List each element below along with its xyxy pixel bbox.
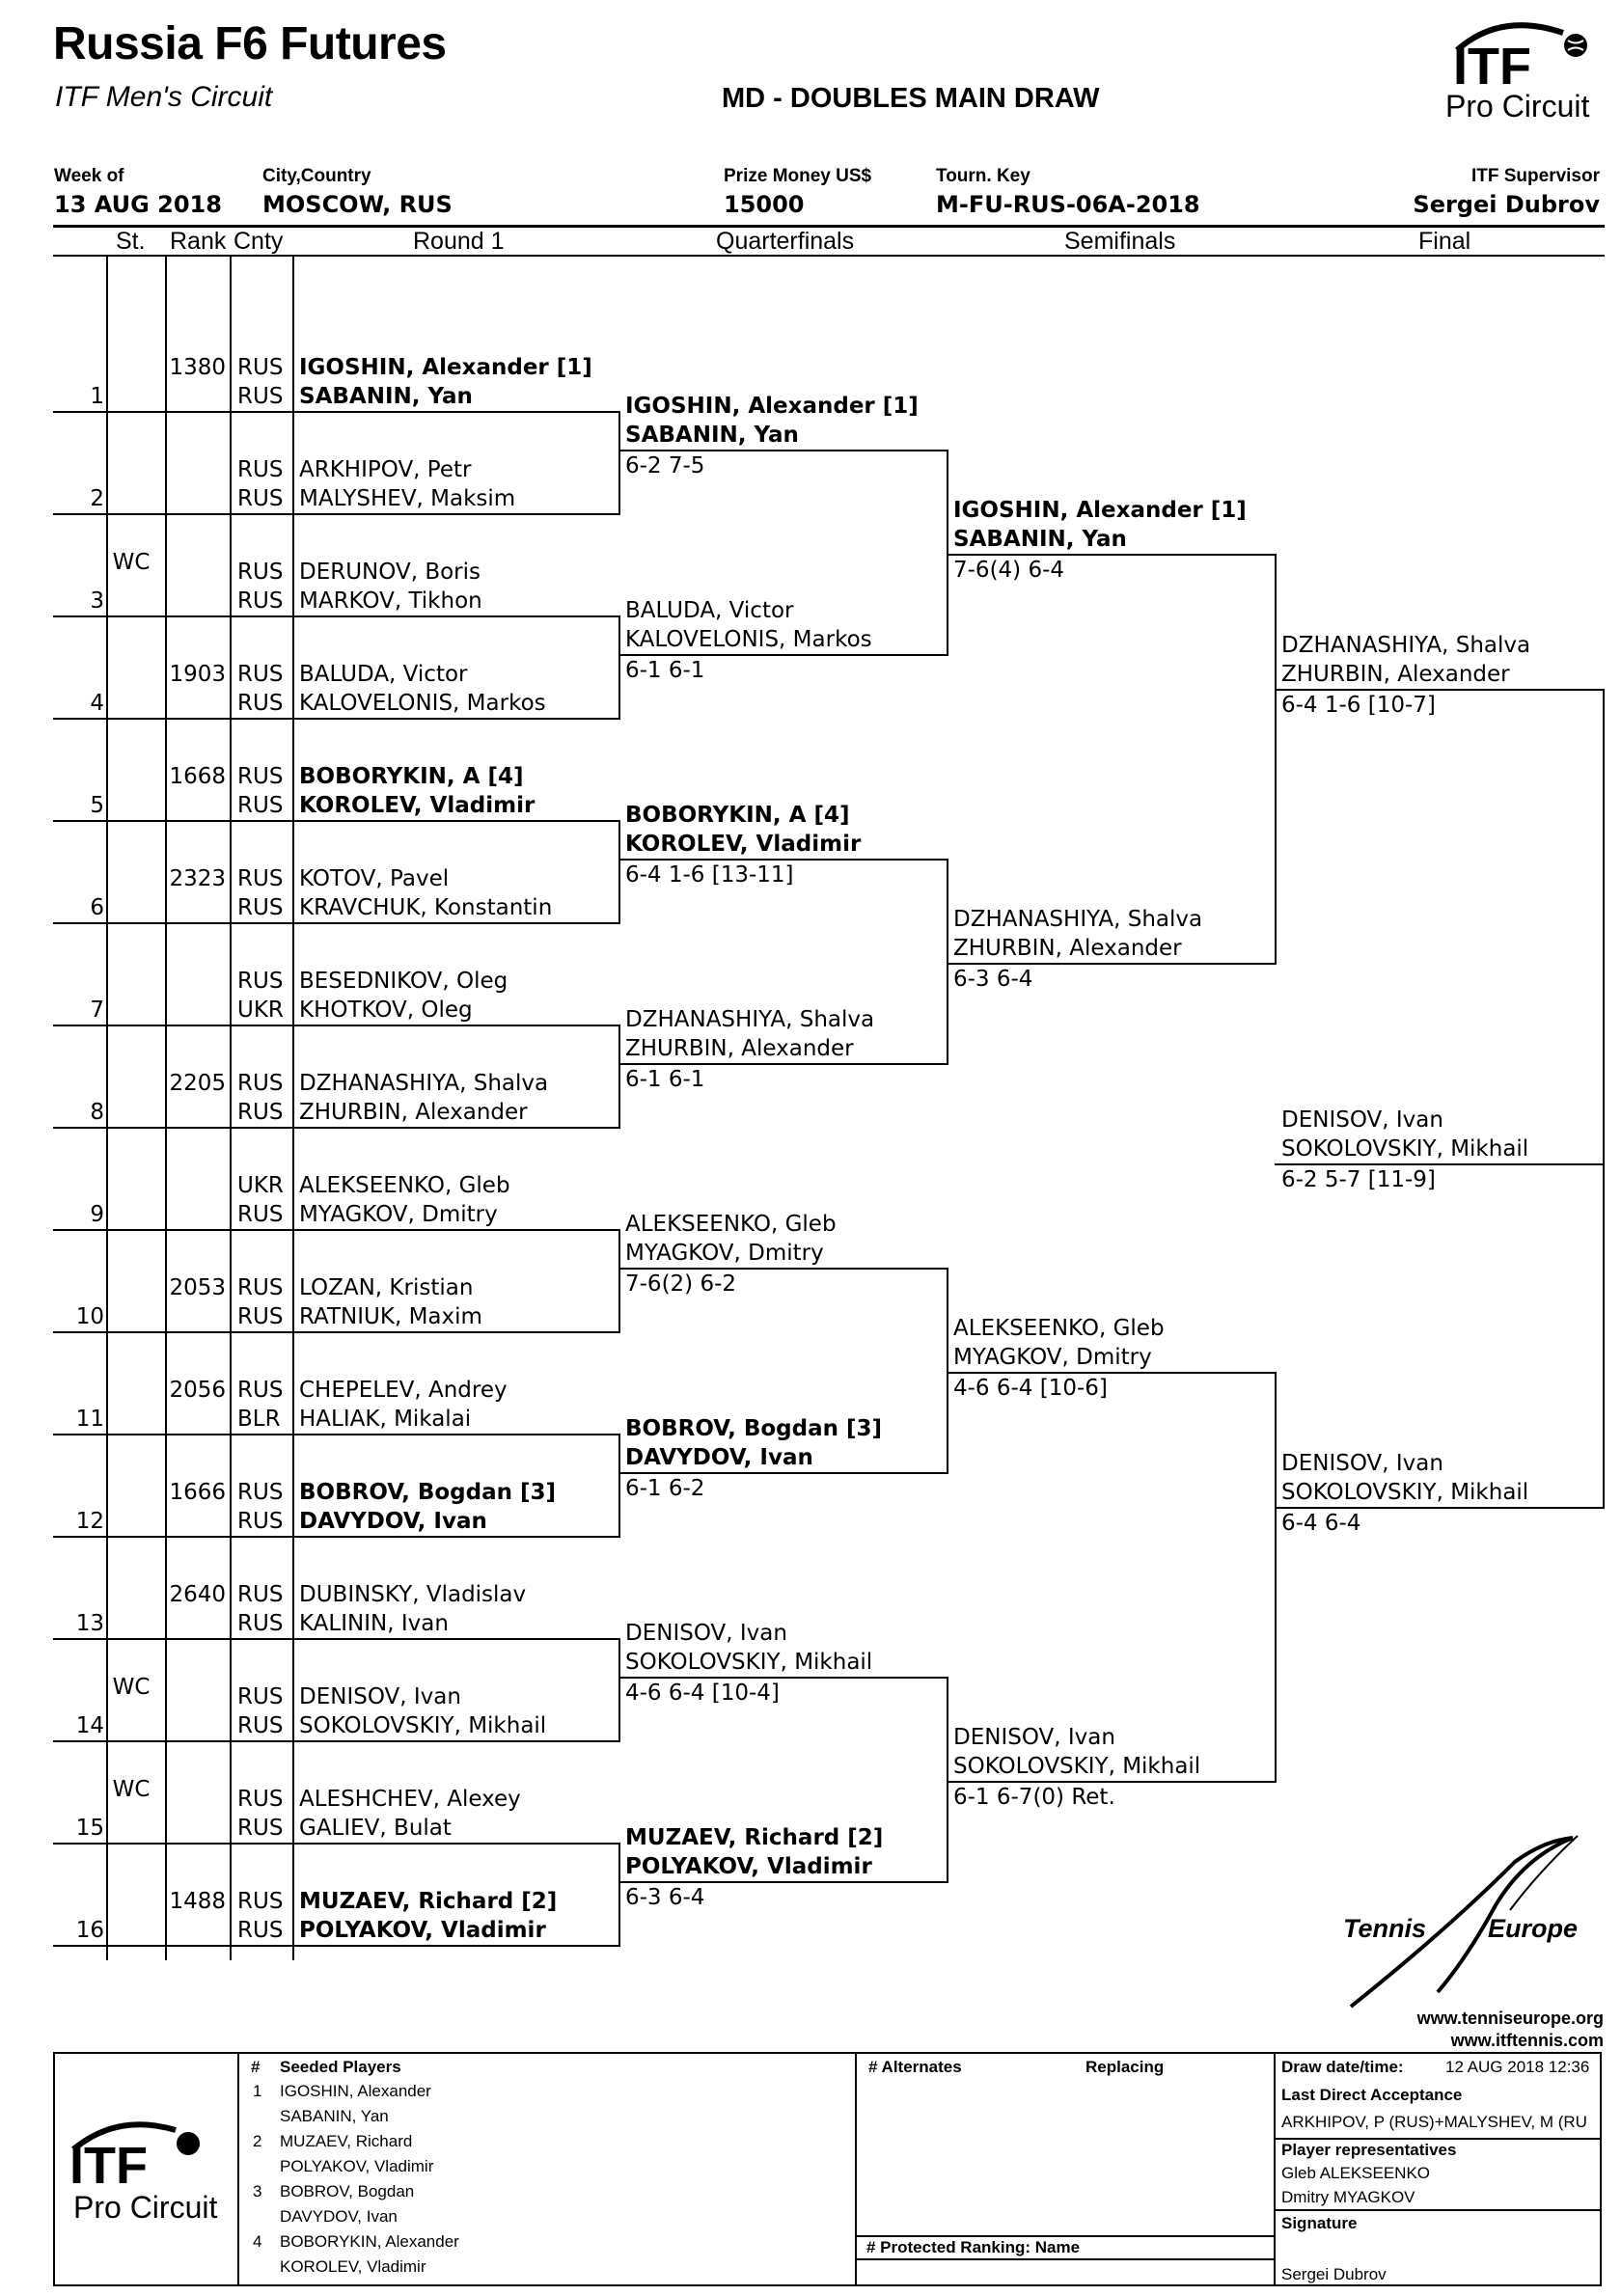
supervisor-value: Sergei Dubrov	[1413, 191, 1600, 218]
entry-rank: 2205	[169, 1071, 226, 1096]
seeded-hash: #	[251, 2058, 261, 2076]
entry-rank: 1488	[169, 1889, 226, 1914]
sf-line	[947, 963, 1277, 965]
seed-number: 2	[253, 2132, 262, 2150]
qf-player: SABANIN, Yan	[625, 423, 799, 448]
entry-country: RUS	[237, 457, 284, 482]
protected-ranking-header: # Protected Ranking: Name	[866, 2238, 1081, 2256]
qf-player: MUZAEV, Richard [2]	[625, 1825, 884, 1850]
entry-player: DZHANASHIYA, Shalva	[299, 1071, 549, 1096]
entry-player: ZHURBIN, Alexander	[299, 1100, 528, 1125]
seed-number: 1	[253, 2082, 262, 2100]
entry-line	[53, 820, 620, 822]
entry-country: RUS	[237, 1713, 284, 1738]
sf-player: IGOSHIN, Alexander [1]	[953, 498, 1247, 523]
sf-player: ZHURBIN, Alexander	[953, 936, 1182, 961]
round1-connector	[618, 1025, 620, 1129]
entry-number: 5	[90, 793, 104, 818]
col-rank: Rank	[170, 228, 227, 255]
entry-country: RUS	[237, 1202, 284, 1227]
final-player: SOKOLOVSKIY, Mikhail	[1281, 1480, 1529, 1505]
qf-line	[618, 1268, 948, 1270]
divider-rank	[165, 257, 167, 1960]
entry-player: SOKOLOVSKIY, Mikhail	[299, 1713, 547, 1738]
entry-country: RUS	[237, 691, 284, 716]
entry-status: WC	[112, 1675, 151, 1700]
winner-score: 6-2 5-7 [11-9]	[1281, 1167, 1436, 1192]
entry-country: RUS	[237, 1071, 284, 1096]
entry-player: HALIAK, Mikalai	[299, 1407, 472, 1432]
entry-line	[53, 1127, 620, 1129]
sf-player: SOKOLOVSKIY, Mikhail	[953, 1754, 1201, 1779]
qf-line	[618, 1063, 948, 1065]
seed-player: BOBROV, Bogdan	[280, 2182, 415, 2200]
qf-line	[618, 859, 948, 861]
final-line	[1275, 1507, 1605, 1509]
entry-country: RUS	[237, 969, 284, 994]
qf-connector	[947, 1268, 948, 1474]
itf-logo-text: ITF	[1453, 38, 1531, 96]
winner-player: SOKOLOVSKIY, Mikhail	[1281, 1136, 1529, 1162]
entry-country: RUS	[237, 1304, 284, 1329]
tennis-europe-right: Europe	[1488, 1914, 1579, 1943]
entry-line	[53, 411, 620, 413]
entry-country: RUS	[237, 1889, 284, 1914]
entry-country: RUS	[237, 1509, 284, 1534]
entry-line	[53, 1536, 620, 1538]
footer-protected-rule	[855, 2235, 1276, 2237]
entry-player: ALESHCHEV, Alexey	[299, 1787, 521, 1812]
divider-names	[292, 257, 294, 1960]
qf-player: DAVYDOV, Ivan	[625, 1445, 813, 1470]
qf-line	[618, 1881, 948, 1883]
entry-player: BESEDNIKOV, Oleg	[299, 969, 508, 994]
entry-player: DENISOV, Ivan	[299, 1684, 461, 1709]
seed-player: SABANIN, Yan	[280, 2107, 389, 2125]
entry-number: 13	[75, 1611, 104, 1636]
entry-rank: 2053	[169, 1275, 226, 1300]
entry-country: RUS	[237, 384, 284, 409]
entry-country: RUS	[237, 764, 284, 789]
footer-protected-rule-2	[855, 2258, 1276, 2260]
entry-line	[53, 1843, 620, 1845]
entry-country: RUS	[237, 793, 284, 818]
round1-connector	[618, 411, 620, 515]
col-quarterfinals: Quarterfinals	[716, 228, 855, 255]
round1-connector	[618, 1229, 620, 1333]
final-connector	[1603, 689, 1605, 1509]
qf-player: KOROLEV, Vladimir	[625, 832, 862, 857]
entry-player: BALUDA, Victor	[299, 662, 468, 687]
qf-score: 4-6 6-4 [10-4]	[625, 1681, 780, 1706]
round1-connector	[618, 820, 620, 924]
entry-player: MYAGKOV, Dmitry	[299, 1202, 498, 1227]
entry-player: ARKHIPOV, Petr	[299, 457, 472, 482]
seed-player: IGOSHIN, Alexander	[280, 2082, 431, 2100]
tournament-title: Russia F6 Futures	[53, 18, 447, 69]
divider-cnty	[230, 257, 232, 1960]
sf-score: 6-3 6-4	[953, 967, 1033, 992]
footer-lda-rule	[1274, 2138, 1602, 2140]
round1-connector	[618, 1638, 620, 1742]
entry-line	[53, 1945, 620, 1947]
entry-number: 15	[75, 1816, 104, 1841]
qf-player: IGOSHIN, Alexander [1]	[625, 394, 919, 419]
entry-number: 8	[90, 1100, 104, 1125]
entry-number: 10	[75, 1304, 104, 1329]
entry-country: RUS	[237, 662, 284, 687]
qf-line	[618, 450, 948, 451]
url-tenniseurope[interactable]: www.tenniseurope.org	[1416, 2009, 1604, 2028]
entry-number: 1	[90, 384, 104, 409]
entry-player: RATNIUK, Maxim	[299, 1304, 482, 1329]
entry-number: 6	[90, 895, 104, 920]
entry-player: DUBINSKY, Vladislav	[299, 1582, 527, 1607]
entry-country: RUS	[237, 1787, 284, 1812]
col-final: Final	[1418, 228, 1471, 255]
entry-number: 11	[75, 1407, 104, 1432]
entry-player: BOBORYKIN, A [4]	[299, 764, 524, 789]
entry-player: SABANIN, Yan	[299, 384, 473, 409]
seed-player: MUZAEV, Richard	[280, 2132, 413, 2150]
qf-line	[618, 654, 948, 656]
entry-player: GALIEV, Bulat	[299, 1816, 452, 1841]
entry-country: RUS	[237, 895, 284, 920]
seed-player: DAVYDOV, Ivan	[280, 2207, 398, 2226]
entry-player: LOZAN, Kristian	[299, 1275, 474, 1300]
qf-score: 6-2 7-5	[625, 453, 705, 478]
final-player: DENISOV, Ivan	[1281, 1451, 1443, 1476]
final-score: 6-4 6-4	[1281, 1511, 1361, 1536]
entry-player: POLYAKOV, Vladimir	[299, 1918, 546, 1943]
entry-country: RUS	[237, 588, 284, 614]
final-player: ZHURBIN, Alexander	[1281, 662, 1510, 687]
qf-player: BALUDA, Victor	[625, 598, 794, 623]
entry-player: MARKOV, Tikhon	[299, 588, 482, 614]
sf-player: ALEKSEENKO, Gleb	[953, 1316, 1165, 1341]
qf-line	[618, 1472, 948, 1474]
entry-number: 2	[90, 486, 104, 511]
signature-label: Signature	[1281, 2214, 1358, 2232]
col-st: St.	[116, 228, 146, 255]
entry-line	[53, 1638, 620, 1640]
entry-country: RUS	[237, 1582, 284, 1607]
entry-country: RUS	[237, 1684, 284, 1709]
entry-number: 16	[75, 1918, 104, 1943]
entry-player: MUZAEV, Richard [2]	[299, 1889, 558, 1914]
seed-player: BOBORYKIN, Alexander	[280, 2232, 459, 2251]
draw-date-value: 12 AUG 2018 12:36	[1445, 2058, 1590, 2076]
round1-connector	[618, 615, 620, 720]
col-cnty: Cnty	[234, 228, 284, 255]
col-semifinals: Semifinals	[1064, 228, 1176, 255]
entry-player: KOTOV, Pavel	[299, 866, 450, 891]
entry-player: DAVYDOV, Ivan	[299, 1509, 487, 1534]
qf-score: 6-4 1-6 [13-11]	[625, 862, 794, 888]
supervisor-label: ITF Supervisor	[1470, 166, 1600, 186]
entry-player: DERUNOV, Boris	[299, 560, 481, 585]
entry-line	[53, 1331, 620, 1333]
entry-rank: 2640	[169, 1582, 226, 1607]
qf-player: DZHANASHIYA, Shalva	[625, 1007, 875, 1032]
sf-connector	[1275, 1372, 1277, 1783]
entry-status: WC	[112, 1777, 151, 1802]
prize-value: 15000	[724, 191, 805, 218]
sf-line	[947, 554, 1277, 556]
qf-player: POLYAKOV, Vladimir	[625, 1854, 872, 1879]
entry-country: RUS	[237, 866, 284, 891]
reps-label: Player representatives	[1281, 2141, 1457, 2159]
entry-rank: 2056	[169, 1378, 226, 1403]
entry-country: RUS	[237, 1816, 284, 1841]
entry-player: KRAVCHUK, Konstantin	[299, 895, 553, 920]
seed-number: 4	[253, 2232, 262, 2251]
entry-line	[53, 718, 620, 720]
entry-line	[53, 513, 620, 515]
entry-number: 14	[75, 1713, 104, 1738]
entry-country: RUS	[237, 1275, 284, 1300]
entry-rank: 2323	[169, 866, 226, 891]
footer-reps-rule	[1274, 2209, 1602, 2211]
entry-player: MALYSHEV, Maksim	[299, 486, 516, 511]
entry-status: WC	[112, 550, 151, 575]
seed-player: POLYAKOV, Vladimir	[280, 2157, 434, 2175]
entry-line	[53, 922, 620, 924]
itf-logo-sub: Pro Circuit	[1445, 89, 1590, 123]
seeded-header: Seeded Players	[280, 2058, 401, 2076]
sf-player: SABANIN, Yan	[953, 527, 1127, 552]
entry-player: CHEPELEV, Andrey	[299, 1378, 508, 1403]
entry-player: KALOVELONIS, Markos	[299, 691, 546, 716]
entry-player: KHOTKOV, Oleg	[299, 998, 473, 1023]
entry-country: RUS	[237, 1611, 284, 1636]
rep-2: Dmitry MYAGKOV	[1281, 2188, 1415, 2206]
week-label: Week of	[54, 166, 124, 186]
winner-line	[1275, 1163, 1605, 1165]
qf-player: ALEKSEENKO, Gleb	[625, 1212, 837, 1237]
rep-1: Gleb ALEKSEENKO	[1281, 2164, 1431, 2182]
entry-country: RUS	[237, 1918, 284, 1943]
entry-player: KALININ, Ivan	[299, 1611, 449, 1636]
tennis-europe-logo	[1332, 1833, 1611, 2016]
city-value: MOSCOW, RUS	[262, 191, 453, 218]
entry-country: UKR	[237, 1173, 284, 1198]
entry-rank: 1380	[169, 355, 226, 380]
qf-player: BOBORYKIN, A [4]	[625, 803, 850, 828]
entry-number: 3	[90, 588, 104, 614]
alternates-header: # Alternates	[868, 2058, 962, 2076]
entry-country: RUS	[237, 486, 284, 511]
final-line	[1275, 689, 1605, 691]
city-label: City,Country	[262, 166, 371, 186]
circuit-name: ITF Men's Circuit	[55, 81, 273, 113]
entry-country: BLR	[237, 1407, 281, 1432]
entry-line	[53, 1740, 620, 1742]
winner-player: DENISOV, Ivan	[1281, 1107, 1443, 1133]
footer-divider-2	[855, 2052, 857, 2286]
footer-itf-sub: Pro Circuit	[73, 2190, 218, 2225]
seed-player: KOROLEV, Vladimir	[280, 2257, 426, 2276]
qf-line	[618, 1677, 948, 1679]
entry-number: 4	[90, 691, 104, 716]
entry-line	[53, 615, 620, 617]
footer-itf-logo	[60, 2113, 234, 2228]
entry-rank: 1666	[169, 1480, 226, 1505]
qf-player: SOKOLOVSKIY, Mikhail	[625, 1650, 873, 1675]
entry-line	[53, 1434, 620, 1435]
sf-score: 6-1 6-7(0) Ret.	[953, 1785, 1115, 1810]
itf-logo	[1428, 14, 1602, 124]
sf-player: DENISOV, Ivan	[953, 1725, 1115, 1750]
entry-country: RUS	[237, 560, 284, 585]
qf-score: 6-1 6-1	[625, 658, 705, 683]
qf-score: 6-3 6-4	[625, 1885, 705, 1910]
round1-connector	[618, 1434, 620, 1538]
entry-country: UKR	[237, 998, 284, 1023]
tourn-key-label: Tourn. Key	[936, 166, 1030, 186]
qf-player: MYAGKOV, Dmitry	[625, 1241, 824, 1266]
tennis-europe-left: Tennis	[1343, 1914, 1427, 1943]
qf-score: 6-1 6-1	[625, 1067, 705, 1092]
signature-value: Sergei Dubrov	[1281, 2265, 1387, 2283]
divider-st	[106, 257, 108, 1960]
entry-line	[53, 1229, 620, 1231]
entry-number: 9	[90, 1202, 104, 1227]
entry-country: RUS	[237, 355, 284, 380]
week-value: 13 AUG 2018	[54, 191, 222, 218]
sf-player: DZHANASHIYA, Shalva	[953, 907, 1203, 932]
sf-line	[947, 1372, 1277, 1374]
qf-score: 6-1 6-2	[625, 1476, 705, 1501]
sf-connector	[1275, 554, 1277, 965]
col-round1: Round 1	[413, 228, 505, 255]
final-player: DZHANASHIYA, Shalva	[1281, 633, 1531, 658]
entry-number: 12	[75, 1509, 104, 1534]
entry-player: ALEKSEENKO, Gleb	[299, 1173, 510, 1198]
footer-divider-1	[237, 2052, 239, 2286]
entry-country: RUS	[237, 1100, 284, 1125]
entry-player: KOROLEV, Vladimir	[299, 793, 536, 818]
entry-player: BOBROV, Bogdan [3]	[299, 1480, 557, 1505]
final-score: 6-4 1-6 [10-7]	[1281, 693, 1436, 718]
tourn-key-value: M-FU-RUS-06A-2018	[936, 191, 1200, 218]
entry-country: RUS	[237, 1378, 284, 1403]
lda-value: ARKHIPOV, P (RUS)+MALYSHEV, M (RU	[1281, 2113, 1587, 2131]
entry-number: 7	[90, 998, 104, 1023]
qf-player: DENISOV, Ivan	[625, 1621, 787, 1646]
lda-label: Last Direct Acceptance	[1281, 2086, 1463, 2104]
prize-label: Prize Money US$	[724, 166, 872, 186]
draw-date-label: Draw date/time:	[1281, 2058, 1404, 2076]
qf-connector	[947, 1677, 948, 1883]
seed-number: 3	[253, 2182, 262, 2200]
entry-player: IGOSHIN, Alexander [1]	[299, 355, 592, 380]
sf-score: 4-6 6-4 [10-6]	[953, 1376, 1108, 1401]
qf-player: KALOVELONIS, Markos	[625, 627, 872, 652]
qf-connector	[947, 859, 948, 1065]
sf-player: MYAGKOV, Dmitry	[953, 1345, 1152, 1370]
qf-player: BOBROV, Bogdan [3]	[625, 1416, 883, 1441]
qf-player: ZHURBIN, Alexander	[625, 1036, 854, 1061]
sf-score: 7-6(4) 6-4	[953, 558, 1065, 583]
footer-itf-text: ITF	[69, 2137, 148, 2195]
qf-score: 7-6(2) 6-2	[625, 1271, 737, 1297]
entry-country: RUS	[237, 1480, 284, 1505]
entry-rank: 1668	[169, 764, 226, 789]
round1-connector	[618, 1843, 620, 1947]
qf-connector	[947, 450, 948, 656]
replacing-header: Replacing	[1085, 2058, 1165, 2076]
url-itftennis[interactable]: www.itftennis.com	[1450, 2031, 1604, 2050]
entry-line	[53, 1025, 620, 1026]
footer-divider-3	[1274, 2052, 1276, 2286]
entry-rank: 1903	[169, 662, 226, 687]
sf-line	[947, 1781, 1277, 1783]
draw-type: MD - DOUBLES MAIN DRAW	[722, 83, 1100, 114]
